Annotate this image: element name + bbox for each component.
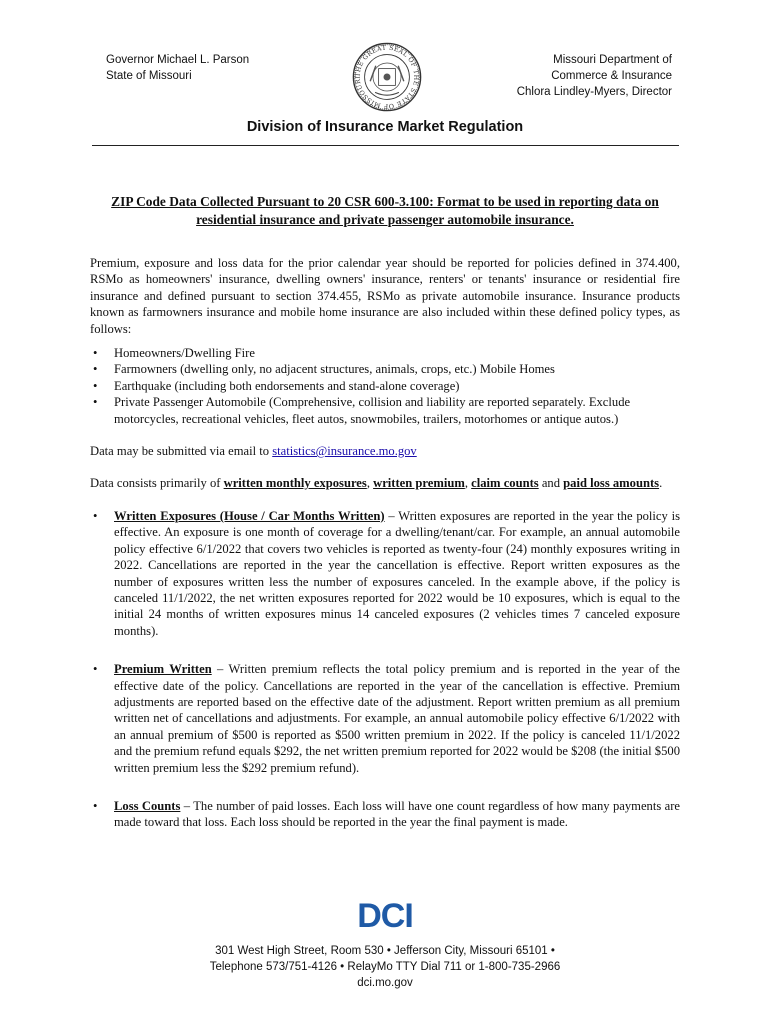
dci-logo: DCI xyxy=(357,897,413,935)
policy-type-item: • Homeowners/Dwelling Fire xyxy=(90,345,680,361)
definitions-list xyxy=(90,508,680,831)
data-consists-paragraph xyxy=(90,475,680,491)
footer xyxy=(0,943,770,991)
definition-term: Written Exposures (House / Car Months Written) xyxy=(114,508,385,523)
definition-text: – The number of paid losses. Each loss will have one count regardless of how many payments are made toward that loss. Each loss should be reported in the year the final payment is made. xyxy=(114,798,680,830)
term-claim-counts: claim counts xyxy=(471,476,539,491)
department-name-line1: Missouri Department of xyxy=(553,54,672,66)
division-title: Division of Insurance Market Regulation xyxy=(246,119,524,135)
intro-paragraph: Premium, exposure and loss data for the prior calendar year should be reported for policies defined in 374.400, RSMo as homeowners' insurance, dwelling owners' insurance, renters' or tenants' insurance or residential fire insurance and defined pursuant to section 374.455, RSMo as private automobile insurance. Insurance products known as farmowners insurance and mobile home insurance are also included within these defined policy types, as follows: xyxy=(90,256,680,336)
document-title: ZIP Code Data Collected Pursuant to 20 CSR 600-3.100: Format to be used in reporting data on residential insurance and private passenger automobile insurance. xyxy=(111,194,659,227)
state-name: State of Missouri xyxy=(106,70,192,82)
separator: , xyxy=(464,476,472,491)
policy-type-item: • Farmowners (dwelling only, no adjacent structures, animals, crops, etc.) Mobile Homes xyxy=(90,361,680,377)
suffix: . xyxy=(659,476,663,491)
definition-term: Loss Counts xyxy=(114,798,181,813)
header-divider xyxy=(92,145,679,146)
governor-name: Governor Michael L. Parson xyxy=(106,54,250,66)
definition-loss-counts xyxy=(90,798,680,831)
footer-website: dci.mo.gov xyxy=(357,977,413,989)
data-consists-prefix: Data consists primarily of xyxy=(90,476,224,491)
header-right xyxy=(517,52,672,100)
term-written-premium: written premium xyxy=(373,476,465,491)
term-written-monthly-exposures: written monthly exposures xyxy=(223,476,367,491)
separator: , xyxy=(366,476,374,491)
missouri-seal-logo xyxy=(352,42,422,112)
definition-premium-written xyxy=(90,661,680,776)
footer-address: 301 West High Street, Room 530 • Jefferson City, Missouri 65101 • xyxy=(215,945,555,957)
header-left xyxy=(106,52,249,84)
definition-term: Premium Written xyxy=(114,662,212,677)
email-prefix: Data may be submitted via email to xyxy=(90,444,273,459)
email-paragraph xyxy=(90,443,680,459)
definition-text: – Written exposures are reported in the year the policy is effective. An exposure is one month of coverage for a dwelling/tenant/car. For example, an annual automobile policy effective 6/1/2022 that covers two vehicles is reported as twenty-four (24) monthly exposures writing in 2022. Cancellations are reported in the year the cancellation is effective. Report written exposures as the number of exposures written less the number of exposures canceled. In the example above, if the policy is canceled 11/1/2022, the net written exposures reported for 2022 would be 10 exposures, which is equal to the initial 24 months of written exposures minus 14 canceled exposures (2 vehicles times 7 canceled exposure months). xyxy=(114,508,680,638)
email-link[interactable]: statistics@insurance.mo.gov xyxy=(272,444,417,459)
policy-type-list xyxy=(90,345,680,427)
director-name: Chlora Lindley-Myers, Director xyxy=(516,86,672,98)
seal-text: THE GREAT SEAL OF THE STATE OF MISSOURI xyxy=(354,44,420,110)
department-name-line2: Commerce & Insurance xyxy=(551,70,672,82)
definition-written-exposures xyxy=(90,508,680,639)
footer-phone: Telephone 573/751-4126 • RelayMo TTY Dial 711 or 1-800-735-2966 xyxy=(209,961,561,973)
separator: and xyxy=(538,476,564,491)
definition-text: – Written premium reflects the total policy premium and is reported in the year of the effective date of the policy. Cancellations are reported in the year of the cancellation is effective. Premium adjustments are reported based on the effective date of the adjustment. Report written premium as all premium written net of cancellations and adjustments. For example, an annual automobile policy effective 6/1/2022 with an annual premium of $500 is reported as $500 written premium in 2022. If the policy is canceled 11/1/2022 and the premium refund equals $292, the net written premium reported for 2022 would be $208 (the initial $500 written premium less the $292 premium refund). xyxy=(114,662,680,775)
policy-type-item: • Private Passenger Automobile (Comprehensive, collision and liability are reported separately. Exclude motorcycles, recreational vehicles, fleet autos, snowmobiles, trailers, motorhomes or antique autos.) xyxy=(90,394,680,427)
document-body xyxy=(90,193,680,831)
policy-type-item: • Earthquake (including both endorsements and stand-alone coverage) xyxy=(90,378,680,394)
term-paid-loss-amounts: paid loss amounts xyxy=(563,476,660,491)
